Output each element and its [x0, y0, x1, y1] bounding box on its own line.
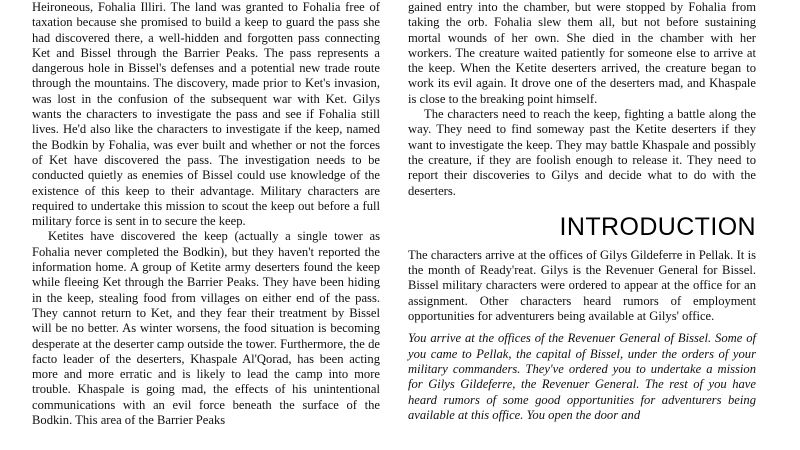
intro-paragraph: The characters arrive at the offices of Gilys Gildeferre in Pellak. It is the month of Ready'reat. Gilys is the Revenuer General for Bissel. Bissel military characters were ordered to appear at the office for an assignment. Other characters heard rumors of employment opportunities for adventurers being available at Gilys' office.: [408, 247, 756, 324]
body-paragraph: gained entry into the chamber, but were stopped by Fohalia from taking the orb. Fohalia slew them all, but not before sustaining mortal wounds of her own. She died in the chamber with her workers. The creature waited patiently for someone else to arrive at the keep. When the Ketite deserters arrived, the creature began to work its evil again. It drove one of the deserters mad, and Khaspale is close to the breaking point himself.: [408, 0, 756, 106]
read-aloud-text: You arrive at the offices of the Revenuer General of Bissel. Some of you came to Pellak, the capital of Bissel, under the orders of your military commanders. They've ordered you to undertake a mission for Gilys Gildeferre, the Revenuer General. The rest of you have heard rumors of some good opportunities for adventurers being available at this office. You open the door and: [408, 331, 756, 422]
right-column: [408, 0, 756, 450]
body-paragraph: The characters need to reach the keep, fighting a battle along the way. They need to find someway past the Ketite deserters if they want to investigate the keep. They may battle Khaspale and possibly the creature, if they are foolish enough to release it. They need to report their discoveries to Gilys and decide what to do with the deserters.: [408, 107, 756, 198]
left-column: [32, 0, 380, 450]
section-heading-introduction: INTRODUCTION: [559, 212, 756, 241]
body-paragraph: Heironeous, Fohalia Illiri. The land was granted to Fohalia free of taxation because she promised to build a keep to guard the pass she had discovered there, a well-hidden and forgotten pass connecting Ket and Bissel through the Barrier Peaks. The pass represents a dangerous hole in Bissel's defenses and a potential new trade route through the mountains. The discovery, made prior to Ket's invasion, was lost in the confusion of the subsequent war with Ket. Gilys wants the characters to investigate the pass and see if Fohalia still lives. He'd also like the characters to investigate if the keep, named the Bodkin by Fohalia, was ever built and whether or not the forces of Ket have discovered the pass. The investigation needs to be conducted quietly as enemies of Bissel could use knowledge of the existence of this keep to their advantage. Military characters are required to undertake this mission to scout the keep out before a full military force is sent in to secure the keep.: [32, 0, 380, 229]
body-paragraph: Ketites have discovered the keep (actually a single tower as Fohalia never completed the Bodkin), but they haven't reported the information home. A group of Ketite army deserters found the keep while fleeing Ket through the Barrier Peaks. They have been hiding in the keep, stealing food from villages on either end of the pass. They cannot return to Ket, and they fear their treatment by Bissel will be no better. As winter worsens, the food situation is becoming desperate at the deserter camp outside the tower. Furthermore, the de facto leader of the deserters, Khaspale Al'Qorad, has been acting more and more erratic and is likely to lead the camp into more trouble. Khaspale is going mad, the effects of his unintentional communications with an evil force beneath the surface of the Bodkin. This area of the Barrier Peaks: [32, 229, 380, 428]
